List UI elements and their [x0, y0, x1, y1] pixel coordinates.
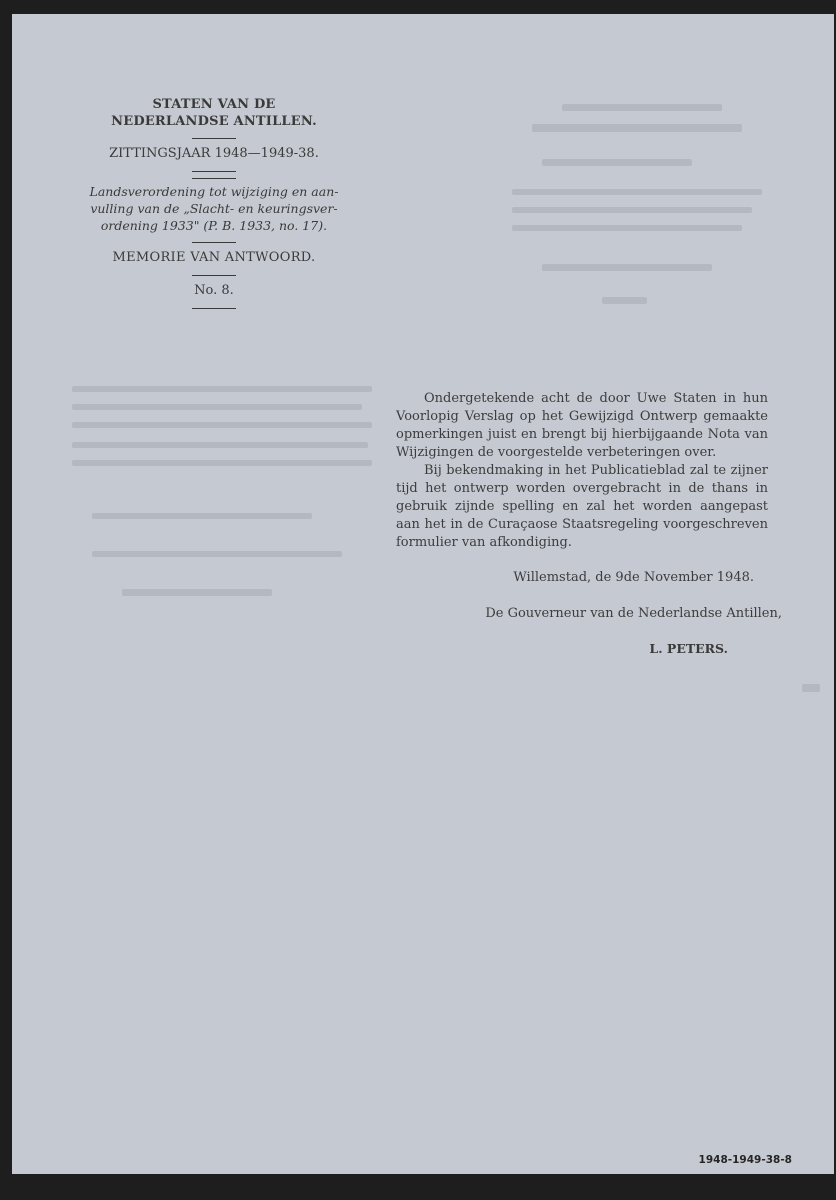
header-title-line-1: STATEN VAN DE: [152, 97, 276, 112]
subject-line-2: vulling van de „Slacht- en keuringsver-: [90, 201, 338, 216]
session-year: ZITTINGSJAAR 1948—1949-38.: [109, 146, 319, 161]
subject-line-1: Landsverordening tot wijziging en aan-: [89, 184, 339, 199]
divider: [192, 275, 236, 276]
divider: [192, 178, 236, 179]
document-body: [396, 390, 768, 552]
document-header: [74, 96, 354, 315]
header-title-line-2: NEDERLANDSE ANTILLEN.: [111, 114, 317, 129]
document-code: 1948-1949-38-8: [698, 1154, 792, 1166]
document-page: [12, 14, 834, 1174]
body-paragraph-1: Ondergetekende acht de door Uwe Staten in hun Voorlopig Verslag op het Gewijzigd Ontwerp gemaakte opmerkingen juist en brengt bij hierbijgaande Nota van Wijzigingen de voorgestelde verbeteringen over.: [396, 391, 768, 460]
place-and-date: Willemstad, de 9de November 1948.: [513, 570, 754, 585]
signatory-name: L. PETERS.: [649, 641, 728, 656]
document-type: MEMORIE VAN ANTWOORD.: [112, 250, 316, 265]
divider: [192, 171, 236, 172]
document-number: No. 8.: [194, 283, 234, 298]
governor-title: De Gouverneur van de Nederlandse Antillen,: [485, 606, 782, 621]
body-paragraph-2: Bij bekendmaking in het Publicatieblad zal te zijner tijd het ontwerp worden overgebracht in de thans in gebruik zijnde spelling en zal het worden aangepast aan het in de Curaçaose Staatsregeling voorgeschreven formulier van afkondiging.: [396, 463, 768, 550]
subject-line-3: ordening 1933" (P. B. 1933, no. 17).: [100, 218, 328, 233]
divider: [192, 138, 236, 139]
divider: [192, 308, 236, 309]
divider: [192, 242, 236, 243]
